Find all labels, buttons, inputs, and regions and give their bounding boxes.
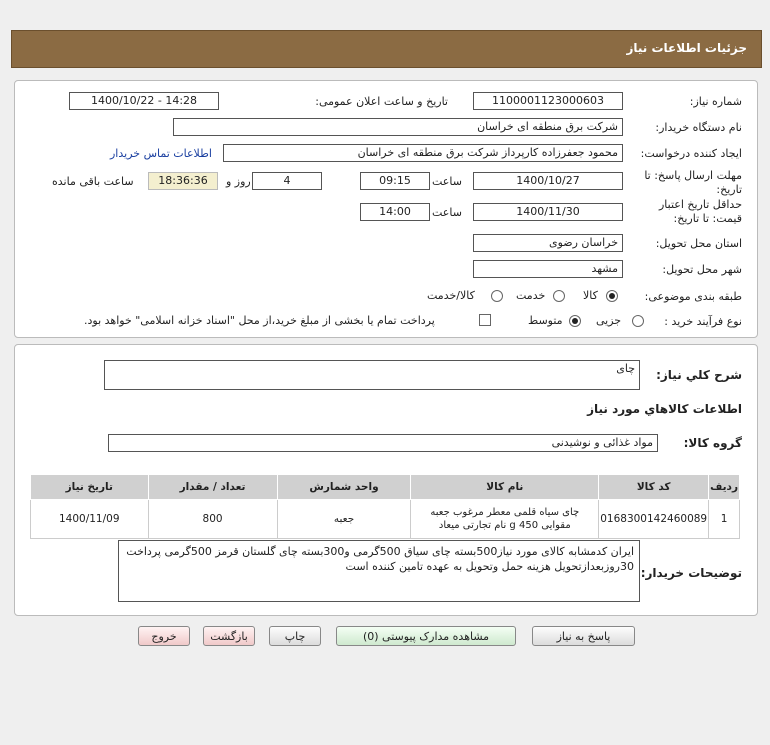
validity-time-label: ساعت xyxy=(432,206,462,219)
attachments-button[interactable]: مشاهده مدارک پیوستی (0) xyxy=(336,626,516,646)
summary-label: شرح کلي نياز: xyxy=(656,368,742,382)
validity-date-field: 1400/11/30 xyxy=(473,203,623,221)
buyer-notes-label: توضیحات خریدار: xyxy=(640,566,742,580)
cell-date: 1400/11/09 xyxy=(31,500,149,539)
table-row xyxy=(31,500,740,539)
buyer-org-label: نام دستگاه خریدار: xyxy=(655,121,742,134)
cell-name: چای سیاه قلمی معطر مرغوب جعبه مقوایی 450 g نام تجارتی میعاد xyxy=(411,500,599,539)
col-code: کد کالا xyxy=(599,475,709,500)
category-radio-both[interactable] xyxy=(491,290,503,302)
city-field: مشهد xyxy=(473,260,623,278)
summary-field: چای xyxy=(104,360,640,390)
process-radio-medium[interactable] xyxy=(569,315,581,327)
page-header xyxy=(11,30,762,68)
need-number-field: 1100001123000603 xyxy=(473,92,623,110)
deadline-label-date: تاریخ: xyxy=(716,183,742,196)
deadline-date-field: 1400/10/27 xyxy=(473,172,623,190)
process-option-partial: جزیی xyxy=(596,314,622,327)
announce-field: 1400/10/22 - 14:28 xyxy=(69,92,219,110)
city-label: شهر محل تحویل: xyxy=(662,263,742,276)
deadline-time-field: 09:15 xyxy=(360,172,430,190)
need-number-label: شماره نیاز: xyxy=(689,95,742,108)
back-button[interactable]: بازگشت xyxy=(203,626,255,646)
buyer-org-field: شرکت برق منطقه ای خراسان xyxy=(173,118,623,136)
goods-table xyxy=(30,474,740,539)
category-radio-goods[interactable] xyxy=(606,290,618,302)
deadline-time-label: ساعت xyxy=(432,175,462,188)
category-label: طبقه بندی موضوعی: xyxy=(644,290,742,303)
category-option-both: کالا/خدمت xyxy=(427,289,475,302)
cell-row: 1 xyxy=(709,500,740,539)
treasury-checkbox[interactable] xyxy=(479,314,491,326)
buyer-notes-field: ایران کدمشابه کالای مورد نیاز500بسته چای سیاق 500گرمی و300بسته چای گلستان قرمز 500گرمی پرداخت 30روزبعدازتحویل هزینه حمل وتحویل به عهده تامین کننده است xyxy=(118,540,640,602)
category-option-service: خدمت xyxy=(516,289,546,302)
payment-note: پرداخت تمام یا بخشی از مبلغ خرید،از محل "اسناد خزانه اسلامی" خواهد بود. xyxy=(84,314,435,327)
days-label: روز و xyxy=(226,175,251,188)
days-field: 4 xyxy=(252,172,322,190)
goods-group-label: گروه کالا: xyxy=(683,436,742,450)
process-radio-partial[interactable] xyxy=(632,315,644,327)
validity-label-date: قیمت: تا تاریخ: xyxy=(673,212,742,225)
remaining-time-field: 18:36:36 xyxy=(148,172,218,190)
process-label: نوع فرآیند خرید : xyxy=(664,315,742,328)
deadline-label: مهلت ارسال پاسخ: تا xyxy=(644,169,742,182)
process-option-medium: متوسط xyxy=(528,314,563,327)
requester-label: ایجاد کننده درخواست: xyxy=(640,147,742,160)
col-date: تاریخ نیاز xyxy=(31,475,149,500)
remaining-label: ساعت باقی مانده xyxy=(52,175,134,188)
goods-group-field: مواد غذائی و نوشیدنی xyxy=(108,434,658,452)
col-unit: واحد شمارش xyxy=(277,475,411,500)
announce-label: تاریخ و ساعت اعلان عمومی: xyxy=(315,95,448,108)
province-field: خراسان رضوی xyxy=(473,234,623,252)
reply-button[interactable]: پاسخ به نیاز xyxy=(532,626,635,646)
cell-code: 0168300142460089 xyxy=(599,500,709,539)
validity-time-field: 14:00 xyxy=(360,203,430,221)
validity-label: حداقل تاریخ اعتبار xyxy=(658,198,742,211)
page-title: جزئیات اطلاعات نیاز xyxy=(626,41,747,55)
col-name: نام کالا xyxy=(411,475,599,500)
goods-info-title: اطلاعات کالاهاي مورد نياز xyxy=(587,402,742,416)
category-radio-service[interactable] xyxy=(553,290,565,302)
province-label: استان محل تحویل: xyxy=(655,237,742,250)
goods-table-header xyxy=(31,475,740,500)
print-button[interactable]: چاپ xyxy=(269,626,321,646)
exit-button[interactable]: خروج xyxy=(138,626,190,646)
col-row: ردیف xyxy=(709,475,740,500)
cell-qty: 800 xyxy=(148,500,277,539)
col-qty: تعداد / مقدار xyxy=(148,475,277,500)
category-option-goods: کالا xyxy=(583,289,598,302)
requester-field: محمود جعفرزاده کارپرداز شرکت برق منطقه ای خراسان xyxy=(223,144,623,162)
contact-buyer-link[interactable]: اطلاعات تماس خریدار xyxy=(110,147,212,160)
cell-unit: جعبه xyxy=(277,500,411,539)
